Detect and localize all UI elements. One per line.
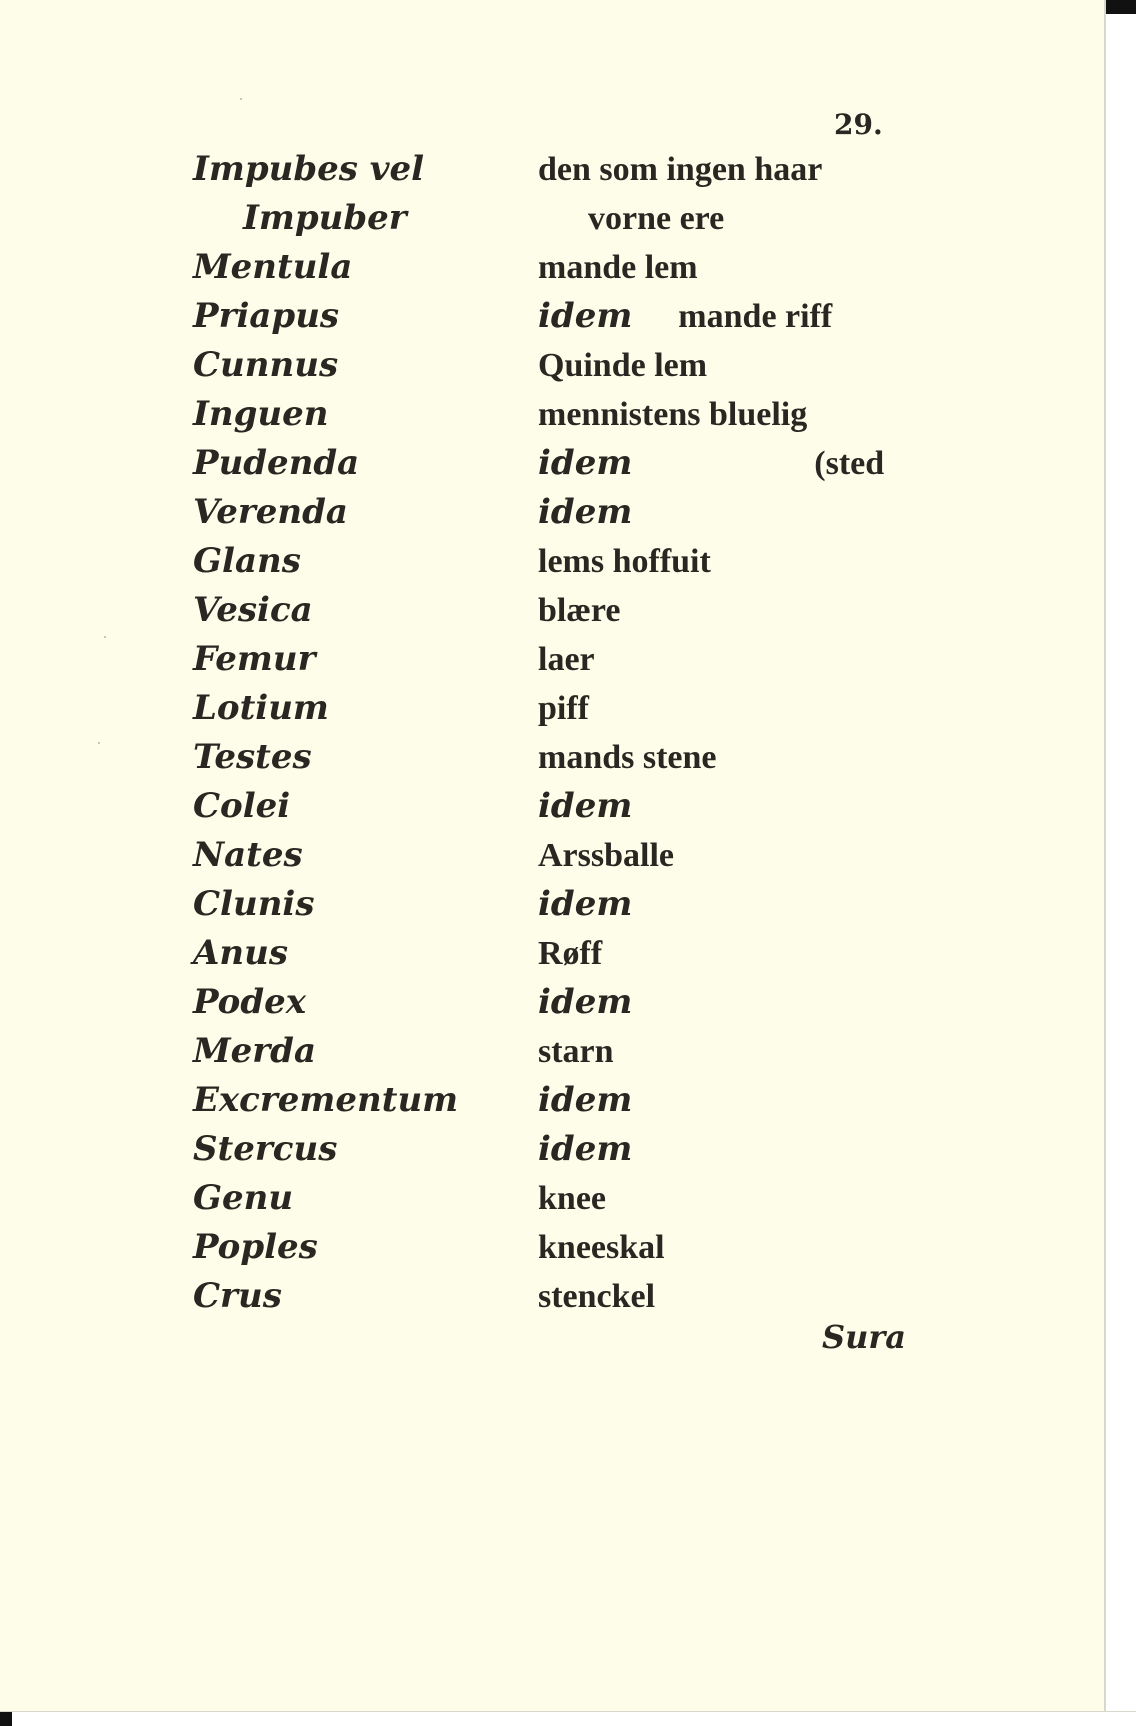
idem-marker: idem [538, 296, 633, 336]
latin-column [193, 145, 458, 1321]
danish-term-text: mande riff [678, 298, 833, 335]
danish-term: Quinde lem [538, 347, 708, 384]
latin-term: Excrementum [193, 1080, 459, 1120]
danish-term: laer [538, 641, 595, 678]
paper-speck [240, 98, 242, 100]
idem-marker: idem [538, 1129, 633, 1169]
latin-term: Glans [193, 541, 301, 581]
danish-term [538, 880, 884, 929]
scan-edge-bottom [0, 1711, 1136, 1726]
idem-marker: idem [538, 492, 633, 532]
latin-term: Priapus [193, 296, 340, 336]
danish-term [538, 488, 884, 537]
danish-term: stenckel [538, 1278, 656, 1315]
latin-term: Nates [193, 835, 303, 875]
latin-term: Cunnus [193, 345, 339, 385]
latin-term: Vesica [193, 590, 313, 630]
danish-term-continuation: (sted [814, 445, 885, 482]
latin-term: Impubes vel [193, 149, 425, 189]
danish-term: blære [538, 592, 621, 629]
idem-marker: idem [538, 982, 633, 1022]
latin-term: Testes [193, 737, 312, 777]
latin-term: Genu [193, 1178, 294, 1218]
danish-term [538, 439, 884, 488]
latin-term: Colei [193, 786, 291, 826]
latin-term: Femur [193, 639, 316, 679]
latin-term: Inguen [193, 394, 329, 434]
latin-term: Impuber [243, 198, 407, 238]
danish-term: piff [538, 690, 589, 727]
danish-term: kneeskal [538, 1229, 665, 1266]
danish-term [538, 978, 884, 1027]
latin-term: Verenda [193, 492, 348, 532]
danish-term: knee [538, 1180, 606, 1217]
danish-term: lems hoffuit [538, 543, 711, 580]
latin-term: Clunis [193, 884, 315, 924]
idem-marker: idem [538, 443, 633, 483]
latin-term: Stercus [193, 1129, 338, 1169]
danish-term: vorne ere [588, 200, 725, 237]
paper-speck [104, 636, 106, 638]
paper-speck [98, 742, 100, 744]
latin-term: Crus [193, 1276, 282, 1316]
scan-edge-mark-bottom [0, 1712, 12, 1726]
danish-term: Røff [538, 935, 603, 972]
latin-term: Pudenda [193, 443, 360, 483]
danish-term: mande lem [538, 249, 698, 286]
scan-edge-right [1104, 0, 1136, 1726]
danish-term: starn [538, 1033, 614, 1070]
latin-term: Anus [193, 933, 288, 973]
danish-term: den som ingen haar [538, 151, 823, 188]
danish-term: Arssballe [538, 837, 674, 874]
idem-marker: idem [538, 786, 633, 826]
danish-term [538, 1125, 884, 1174]
page-number: 29. [834, 108, 883, 141]
latin-term: Merda [193, 1031, 316, 1071]
latin-term: Mentula [193, 247, 353, 287]
danish-term [538, 782, 884, 831]
idem-marker: idem [538, 1080, 633, 1120]
latin-term: Podex [193, 982, 307, 1022]
idem-marker: idem [538, 884, 633, 924]
catchword: Sura [822, 1318, 906, 1356]
scan-edge-mark-top [1106, 0, 1136, 14]
danish-column [538, 145, 884, 1321]
latin-term: Poples [193, 1227, 318, 1267]
latin-term: Lotium [193, 688, 329, 728]
danish-term [538, 1076, 884, 1125]
danish-term: mennistens bluelig [538, 396, 808, 433]
danish-term [538, 292, 884, 341]
danish-term: mands stene [538, 739, 717, 776]
